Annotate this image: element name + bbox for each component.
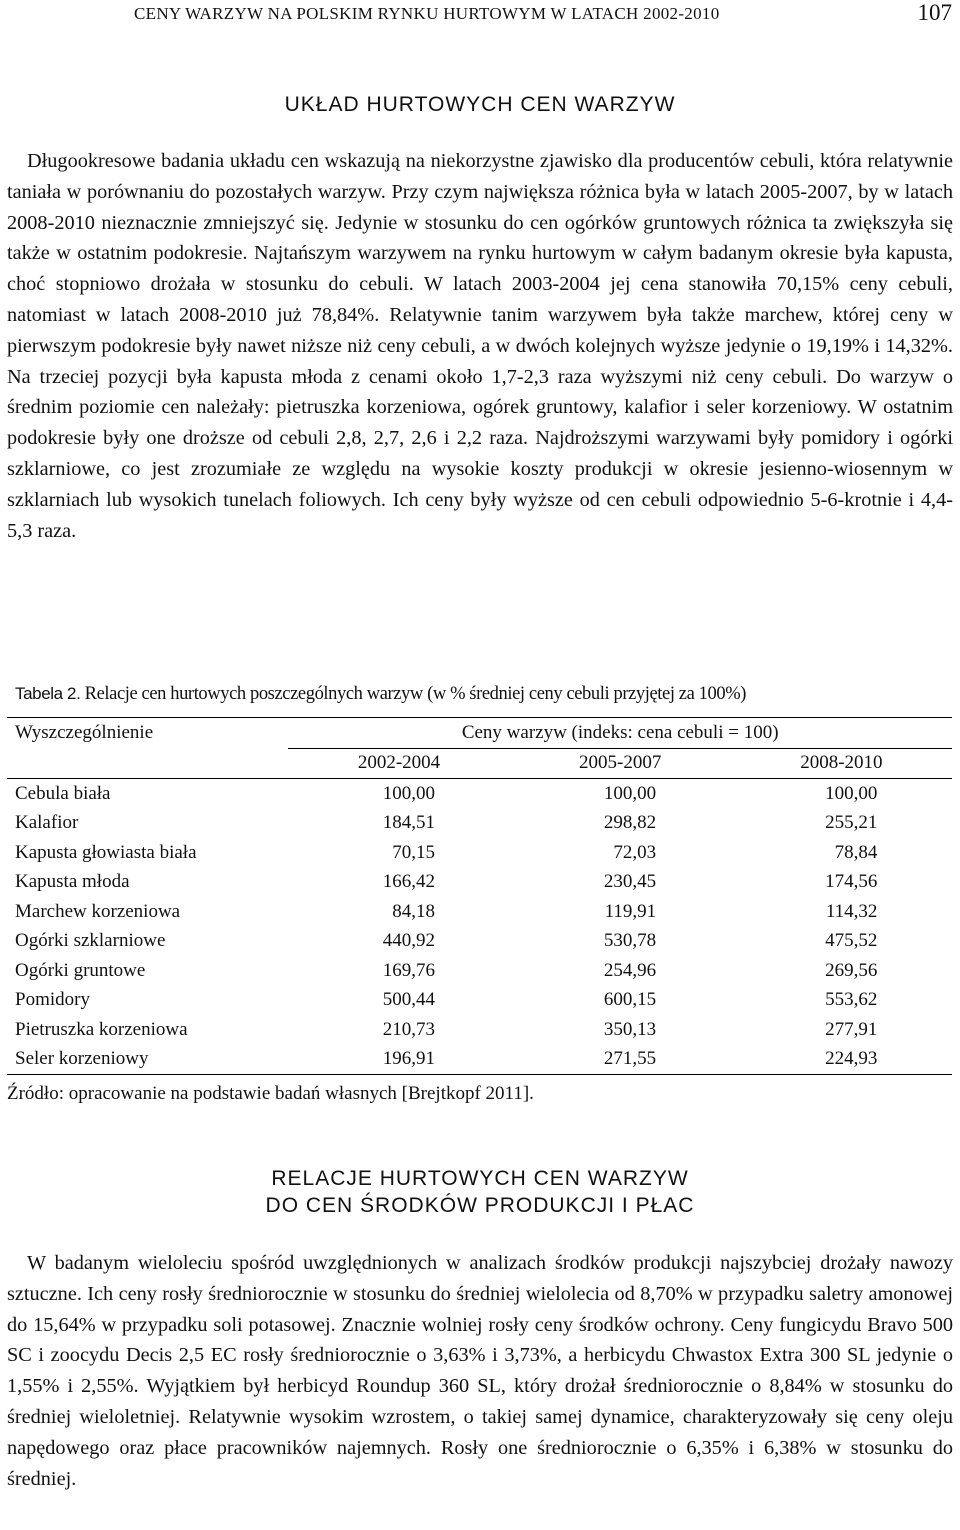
row-label: Ogórki gruntowe xyxy=(15,959,146,981)
table-cell: 72,03 xyxy=(613,841,657,863)
table-source-note: Źródło: opracowanie na podstawie badań własnych [Brejtkopf 2011]. xyxy=(7,1083,534,1104)
table-header-row xyxy=(7,718,952,749)
period-header: 2002-2004 xyxy=(288,748,509,779)
table-cell: 600,15 xyxy=(603,989,657,1011)
running-head: CENY WARZYW NA POLSKIM RYNKU HURTOWYM W LATACH 2002-2010 xyxy=(134,4,720,23)
table-cell: 271,55 xyxy=(510,1045,731,1075)
table-cell: 84,18 xyxy=(392,900,435,922)
table-cell: 114,32 xyxy=(825,900,878,922)
section-title-1: UKŁAD HURTOWYCH CEN WARZYW xyxy=(284,93,676,116)
table-cell: 350,13 xyxy=(603,1018,657,1040)
table-row xyxy=(7,927,952,957)
table-row xyxy=(7,838,952,868)
row-label: Pietruszka korzeniowa xyxy=(15,1018,188,1040)
period-header: 2008-2010 xyxy=(731,748,952,779)
table-row xyxy=(7,956,952,986)
table-cell: 210,73 xyxy=(382,1018,435,1040)
table-cell: 255,21 xyxy=(825,812,878,834)
table-row xyxy=(7,1015,952,1045)
page-number: 107 xyxy=(917,0,952,25)
table-cell: 174,56 xyxy=(825,871,878,893)
row-label: Kapusta głowiasta biała xyxy=(15,841,197,863)
table-cell: 119,91 xyxy=(604,900,657,922)
price-relations-table xyxy=(7,717,952,1075)
table-caption-text: Relacje cen hurtowych poszczególnych warzyw (w % średniej ceny cebuli przyjętej za 100%) xyxy=(84,684,746,704)
table-row xyxy=(7,779,952,809)
table-cell: 166,42 xyxy=(382,871,435,893)
table-row xyxy=(7,986,952,1016)
table-cell: 230,45 xyxy=(603,871,657,893)
row-label: Seler korzeniowy xyxy=(7,1045,288,1075)
body-paragraph-1: Długookresowe badania układu cen wskazują na niekorzystne zjawisko dla producentów cebuli, która relatywnie taniała w porównaniu do pozostałych warzyw. Przy czym największa różnica była w latach 2005-2007, by w latach 2008-2010 nieznacznie zmniejszyć się. Jedynie w stosunku do cen ogórków gruntowych różnica ta zwiększyła się także w ostatnim podokresie. Najtańszym warzywem na rynku hurtowym w całym badanym okresie była kapusta, choć stopniowo drożała w stosunku do cebuli. W latach 2003-2004 jej cena stanowiła 70,15% ceny cebuli, natomiast w latach 2008-2010 już 78,84%. Relatywnie tanim warzywem była także marchew, której ceny w pierwszym podokresie były nawet niższe niż ceny cebuli, a w dwóch kolejnych wyższe jedynie o 19,19% i 14,32%. Na trzeciej pozycji była kapusta młoda z cenami około 1,7-2,3 raza wyższymi niż ceny cebuli. Do warzyw o średnim poziomie cen należały: pietruszka korzeniowa, ogórek gruntowy, kalafior i seler korzeniowy. W ostatnim podokresie były one droższe od cebuli 2,8, 2,7, 2,6 i 2,2 raza. Najdroższymi warzywami były pomidory i ogórki szklarniowe, co jest zrozumiałe ze względu na wysokie koszty produkcji w okresie jesienno-wiosennym w szklarniach lub wysokich tunelach foliowych. Ich ceny były wyższe od cen cebuli odpowiednio 5-6-krotnie i 4,4-5,3 raza. xyxy=(7,150,953,542)
table-cell: 184,51 xyxy=(382,812,435,834)
table-cell: 475,52 xyxy=(825,930,878,952)
table-cell: 100,00 xyxy=(603,782,657,804)
period-header: 2005-2007 xyxy=(510,748,731,779)
table-cell: 553,62 xyxy=(825,989,878,1011)
table-cell: 530,78 xyxy=(603,930,657,952)
table-cell: 70,15 xyxy=(392,841,435,863)
table-cell: 440,92 xyxy=(382,930,435,952)
body-paragraph-2: W badanym wieloleciu spośród uwzględnionych w analizach środków produkcji najszybciej drożały nawozy sztuczne. Ich ceny rosły średniorocznie w stosunku do średniej wielolecia od 8,70% w przypadku saletry amonowej do 15,64% w przypadku soli potasowej. Znacznie wolniej rosły ceny środków ochrony. Ceny fungicydu Bravo 500 SC i zoocydu Decis 2,5 EC rosły średniorocznie o 3,63% i 3,73%, a herbicydu Chwastox Extra 300 SL jedynie o 1,55% i 2,55%. Wyjątkiem był herbicyd Roundup 360 SL, który drożał średniorocznie o 8,84% w stosunku do średniej wieloletniej. Relatywnie wysokim wzrostem, o takiej samej dynamice, charakteryzowały się ceny oleju napędowego oraz płace pracowników najemnych. Rosły one średniorocznie o 6,35% i 6,38% w stosunku do średniej. xyxy=(7,1252,953,1490)
table-cell: 100,00 xyxy=(825,782,878,804)
spanner-header: Ceny warzyw (indeks: cena cebuli = 100) xyxy=(288,718,952,749)
table-cell: 269,56 xyxy=(825,959,878,981)
row-label: Kapusta młoda xyxy=(15,871,130,893)
table-cell: 100,00 xyxy=(382,782,435,804)
table-row xyxy=(7,809,952,839)
table-cell: 196,91 xyxy=(288,1045,509,1075)
table-cell: 277,91 xyxy=(825,1018,878,1040)
table-cell: 224,93 xyxy=(731,1045,952,1075)
table-cell: 254,96 xyxy=(603,959,657,981)
section-title-2-line-2: DO CEN ŚRODKÓW PRODUKCJI I PŁAC xyxy=(265,1194,695,1217)
table-row xyxy=(7,868,952,898)
stub-header: Wyszczególnienie xyxy=(7,718,288,749)
row-label: Ogórki szklarniowe xyxy=(15,930,166,952)
row-label: Cebula biała xyxy=(15,782,111,804)
table-cell: 500,44 xyxy=(382,989,435,1011)
table-period-row xyxy=(7,748,952,779)
table-row xyxy=(7,1045,952,1075)
table-caption-label: Tabela 2. xyxy=(15,684,81,703)
section-title-2-line-1: RELACJE HURTOWYCH CEN WARZYW xyxy=(271,1167,689,1190)
table-cell: 78,84 xyxy=(834,841,878,863)
table-cell: 298,82 xyxy=(603,812,657,834)
table-cell: 169,76 xyxy=(382,959,435,981)
row-label: Pomidory xyxy=(15,989,90,1011)
row-label: Kalafior xyxy=(15,812,79,834)
table-row xyxy=(7,897,952,927)
table-caption xyxy=(15,684,955,705)
row-label: Marchew korzeniowa xyxy=(15,900,181,922)
